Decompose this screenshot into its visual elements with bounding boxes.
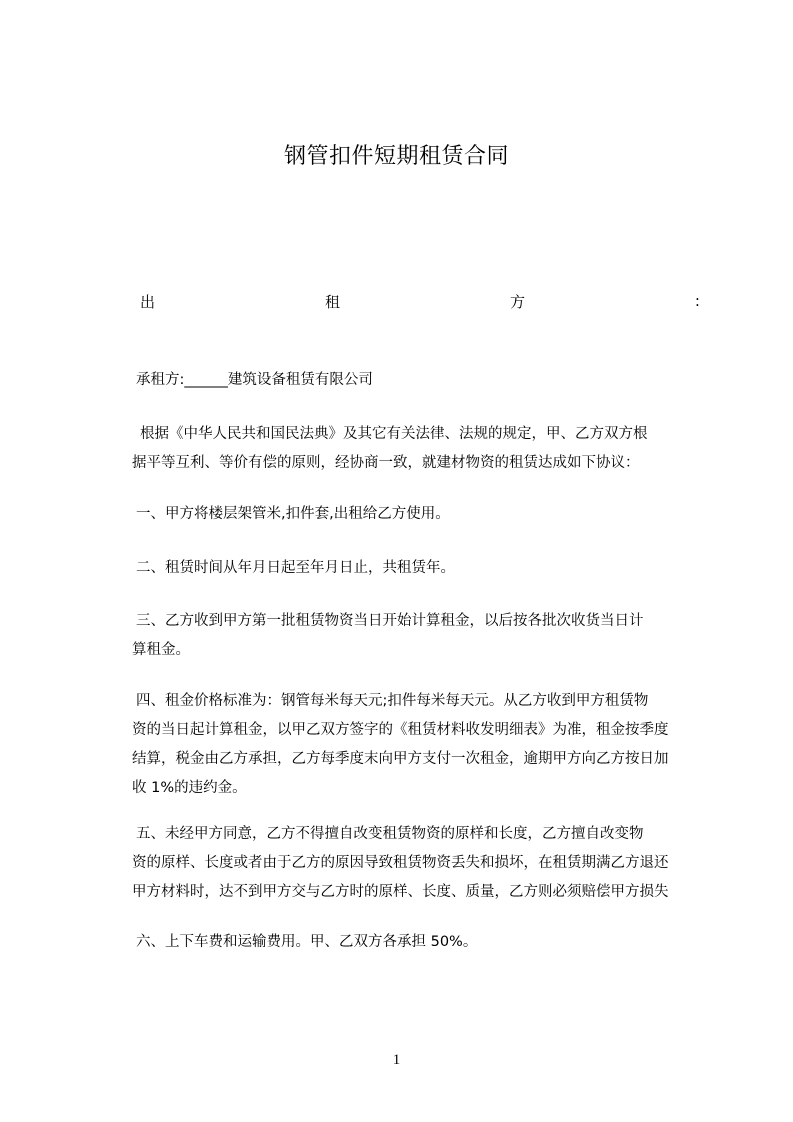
lessor-char-2: 租 xyxy=(324,292,340,311)
clause-4-line-1: 四、租金价格标准为：钢管每米每天元;扣件每米每天元。从乙方收到甲方租赁物 xyxy=(136,693,649,709)
document-title: 钢管扣件短期租赁合同 xyxy=(283,144,509,169)
intro-paragraph xyxy=(132,420,716,478)
page-number: 1 xyxy=(392,1052,401,1068)
lessee-text: 承租方:______建筑设备租赁有限公司 xyxy=(136,372,373,388)
clause-3 xyxy=(132,607,716,665)
lessor-char-3: 方 xyxy=(509,292,525,311)
clause-3-line-1: 三、乙方收到甲方第一批租赁物资当日开始计算租金，以后按各批次收货当日计 xyxy=(136,613,644,629)
clause-2 xyxy=(136,554,716,583)
clause-6 xyxy=(136,928,716,957)
clause-6-line-1: 六、上下车费和运输费用。甲、乙双方各承担 50%。 xyxy=(136,934,478,950)
clause-5 xyxy=(132,820,716,907)
clause-3-line-2: 算租金。 xyxy=(132,642,190,658)
clause-5-line-1: 五、未经甲方同意，乙方不得擅自改变租赁物资的原样和长度，乙方擅自改变物 xyxy=(136,826,644,842)
clause-4-line-2: 资的当日起计算租金，以甲乙双方签字的《租赁材料收发明细表》为准，租金按季度 xyxy=(132,722,669,738)
intro-line-1: 根据《中华人民共和国民法典》及其它有关法律、法规的规定，甲、乙方双方根 xyxy=(140,426,648,442)
clause-4-line-3: 结算，税金由乙方承担，乙方每季度末向甲方支付一次租金，逾期甲方向乙方按日加 xyxy=(132,751,669,767)
lessor-colon: : xyxy=(694,292,700,310)
intro-line-2: 据平等互利、等价有偿的原则，经协商一致，就建材物资的租赁达成如下协议： xyxy=(132,455,640,471)
lessee-line xyxy=(136,366,716,395)
clause-5-line-2: 资的原样、长度或者由于乙方的原因导致租赁物资丢失和损坏，在租赁期满乙方退还 xyxy=(132,855,669,871)
clause-1-line-1: 一、甲方将楼层架管米,扣件套,出租给乙方使用。 xyxy=(136,506,450,522)
lessor-line xyxy=(140,287,700,315)
clause-2-line-1: 二、租赁时间从年月日起至年月日止，共租赁年。 xyxy=(136,560,455,576)
lessor-char-1: 出 xyxy=(140,292,156,311)
clause-4 xyxy=(132,687,716,803)
clause-5-line-3: 甲方材料时，达不到甲方交与乙方时的原样、长度、质量，乙方则必须赔偿甲方损失 xyxy=(132,884,669,900)
clause-4-line-4: 收 1%的违约金。 xyxy=(132,780,247,796)
clause-1 xyxy=(136,500,716,529)
